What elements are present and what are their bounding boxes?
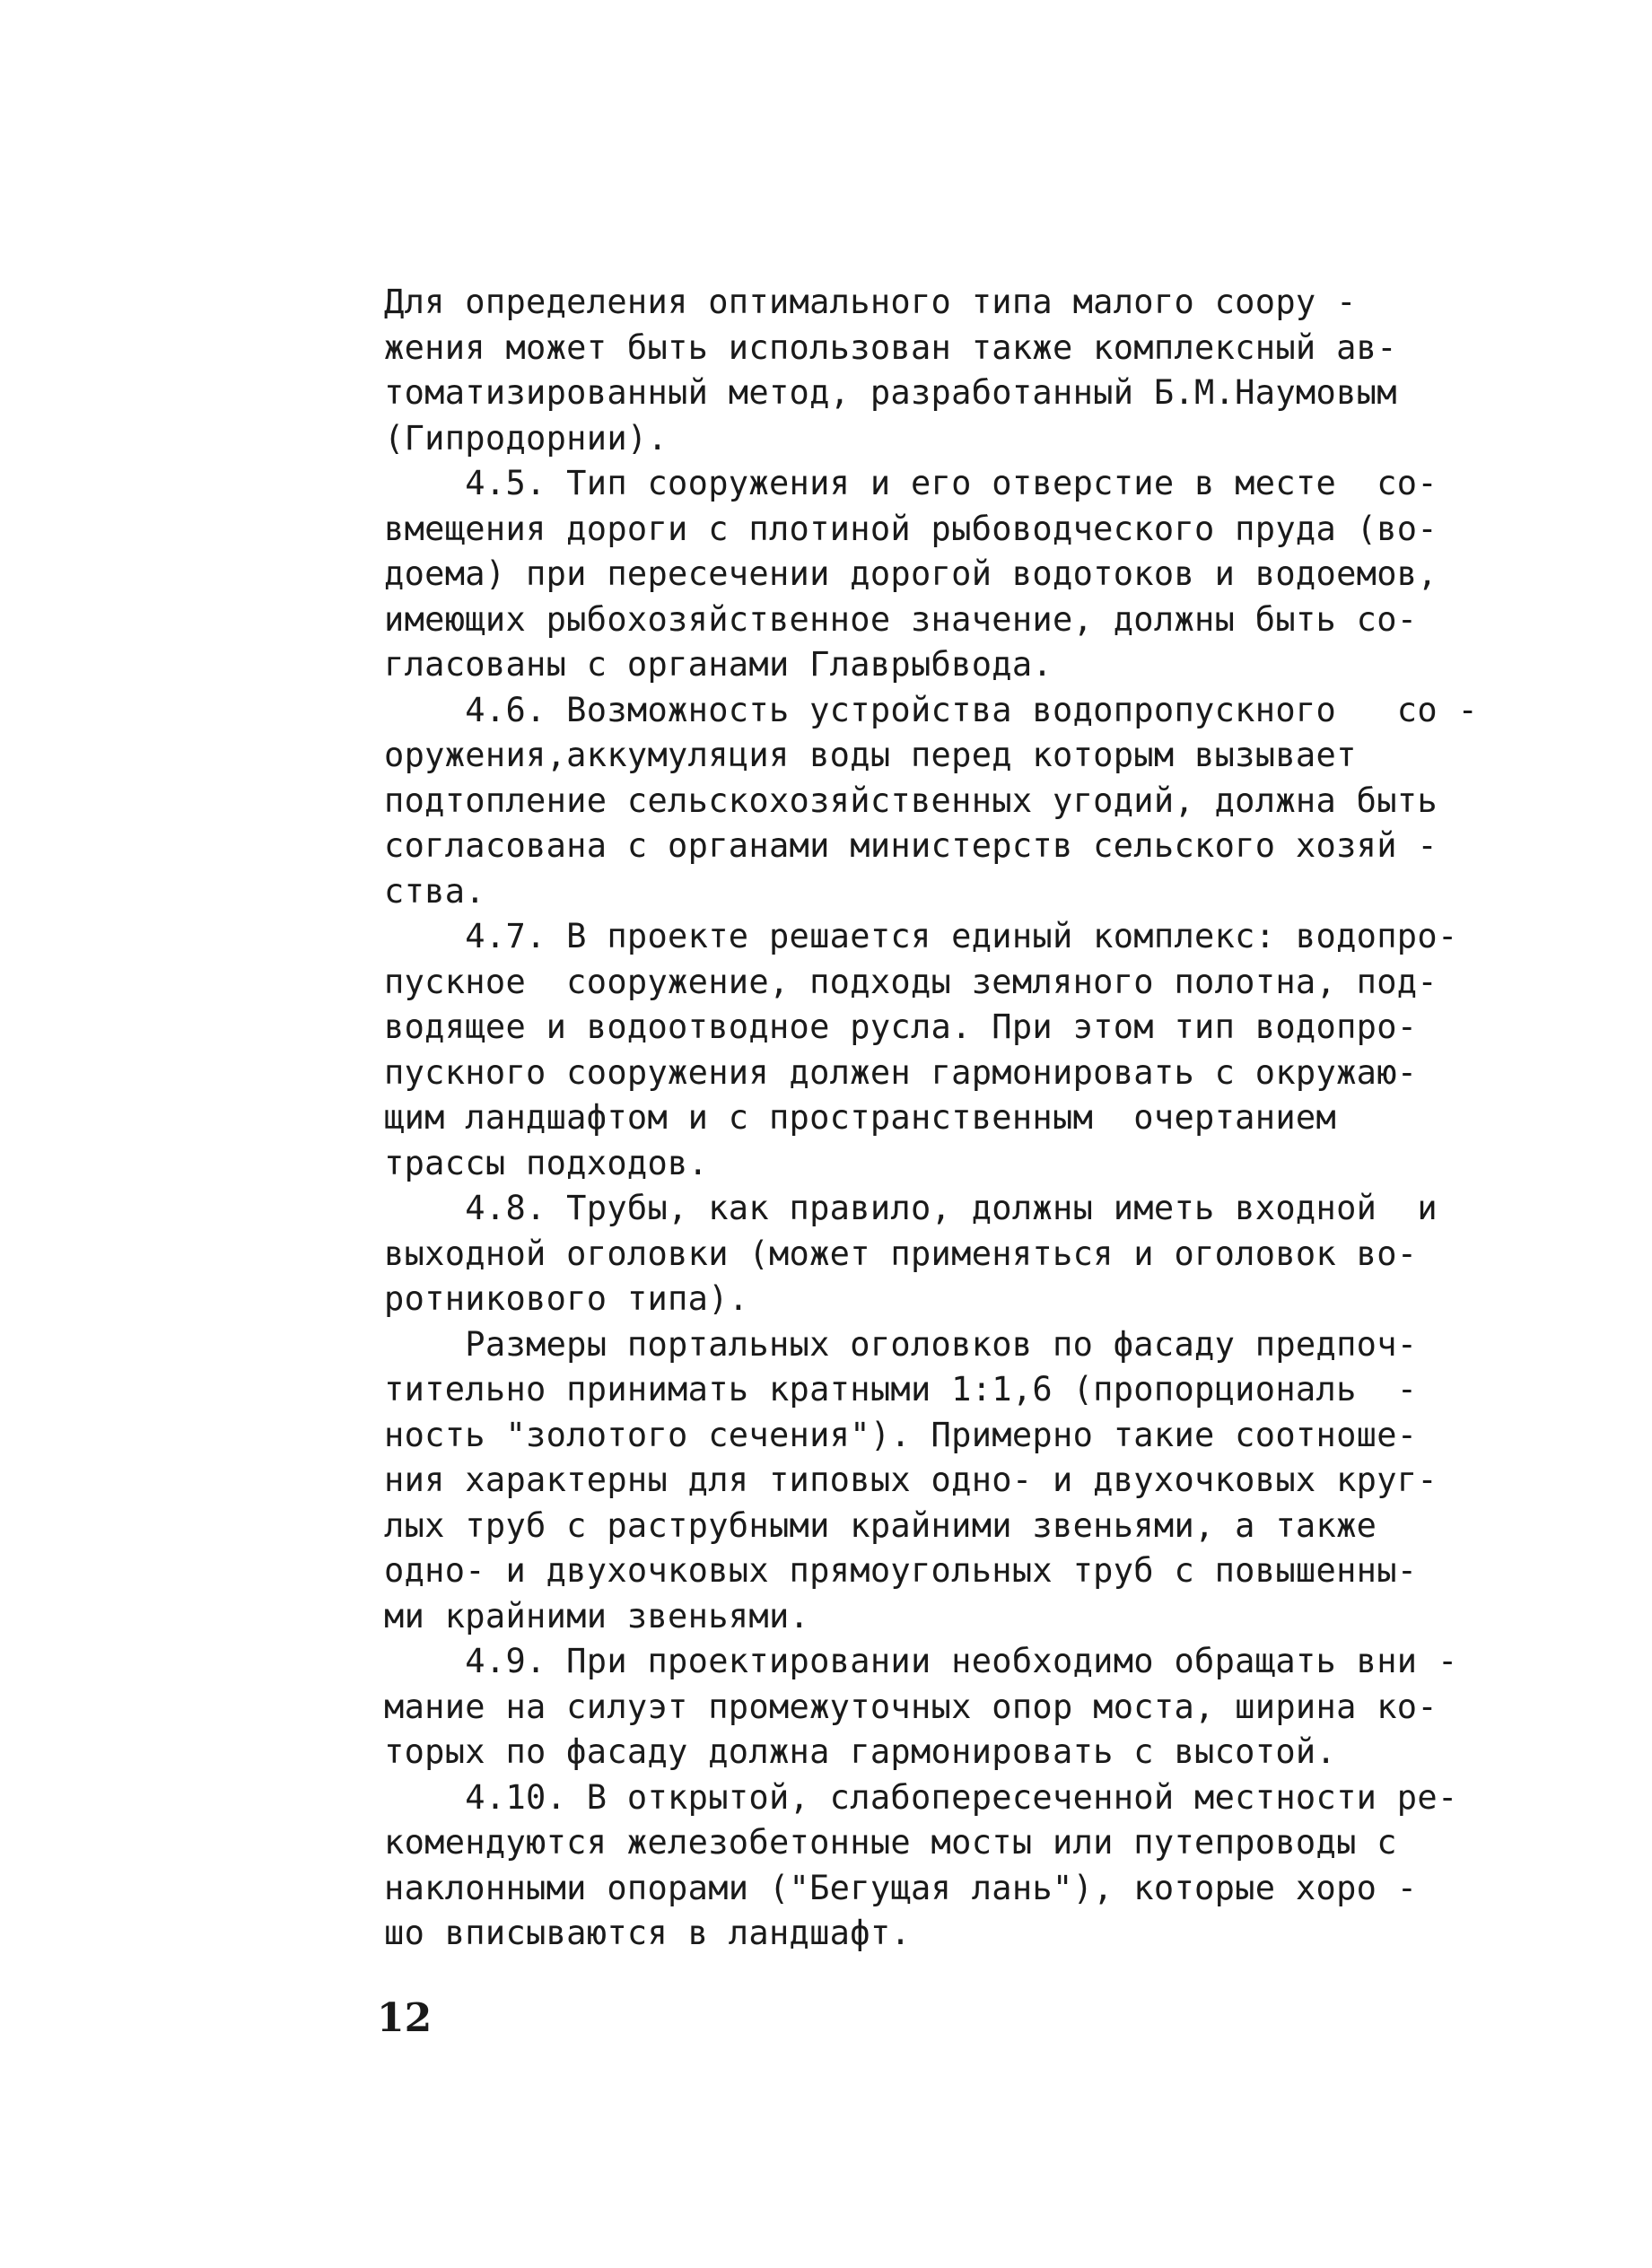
- text-line: имеющих рыбохозяйственное значение, должны быть со-: [384, 599, 1418, 639]
- text-line: 4.9. При проектировании необходимо обращать вни -: [384, 1642, 1458, 1680]
- text-line: жения может быть использован также комплексный ав-: [384, 327, 1397, 367]
- text-line: ния характерны для типовых одно- и двухочковых круг-: [384, 1461, 1438, 1499]
- text-line: шо вписываются в ландшафт.: [384, 1914, 911, 1952]
- text-line: мание на силуэт промежуточных опор моста, ширина ко-: [384, 1687, 1438, 1726]
- text-line: согласована с органами министерств сельского хозяй -: [384, 826, 1438, 865]
- text-line: трассы подходов.: [384, 1143, 709, 1182]
- text-line: 4.10. В открытой, слабопересеченной местности ре-: [384, 1777, 1458, 1817]
- text-line: тительно принимать кратными 1:1,6 (пропорциональ -: [384, 1370, 1418, 1409]
- text-line: подтопление сельскохозяйственных угодий, должна быть: [384, 781, 1438, 820]
- text-line: ства.: [384, 871, 485, 911]
- text-line: водящее и водоотводное русла. При этом тип водопро-: [384, 1008, 1418, 1046]
- text-line: 4.6. Возможность устройства водопропускного со -: [384, 690, 1479, 729]
- text-line: ми крайними звеньями.: [384, 1596, 810, 1636]
- body-text: [384, 280, 1542, 1957]
- text-line: лых труб с раструбными крайними звеньями, а также: [384, 1505, 1377, 1545]
- text-line: доема) при пересечении дорогой водотоков и водоемов,: [384, 554, 1438, 593]
- text-line: выходной оголовки (может применяться и оголовок во-: [384, 1234, 1418, 1273]
- text-line: одно- и двухочковых прямоугольных труб с повышенны-: [384, 1551, 1418, 1590]
- text-line: томатизированный метод, разработанный Б.М.Наумовым: [384, 373, 1397, 412]
- text-line: 4.8. Трубы, как правило, должны иметь входной и: [384, 1189, 1438, 1227]
- text-line: вмещения дороги с плотиной рыбоводческого пруда (во-: [384, 509, 1438, 548]
- page-number: 12: [377, 1995, 433, 2041]
- text-line: щим ландшафтом и с пространственным очертанием: [384, 1098, 1337, 1137]
- text-line: Для определения оптимального типа малого соору -: [384, 283, 1357, 321]
- text-line: (Гипродорнии).: [384, 418, 669, 458]
- text-line: наклонными опорами ("Бегущая лань"), которые хоро -: [384, 1868, 1418, 1907]
- text-line: ротникового типа).: [384, 1279, 749, 1318]
- text-line: гласованы с органами Главрыбвода.: [384, 645, 1053, 684]
- text-line: 4.7. В проекте решается единый комплекс: водопро-: [384, 917, 1458, 955]
- text-line: ность "золотого сечения"). Примерно такие соотноше-: [384, 1415, 1418, 1454]
- text-line: оружения,аккумуляция воды перед которым вызывает: [384, 736, 1357, 774]
- text-line: 4.5. Тип сооружения и его отверстие в месте со-: [384, 464, 1438, 502]
- text-line: пускное сооружение, подходы земляного полотна, под-: [384, 962, 1438, 1001]
- text-line: пускного сооружения должен гармонировать с окружаю-: [384, 1052, 1418, 1092]
- text-line: комендуются железобетонные мосты или путепроводы с: [384, 1823, 1397, 1862]
- text-line: Размеры портальных оголовков по фасаду предпоч-: [384, 1324, 1418, 1364]
- text-line: торых по фасаду должна гармонировать с высотой.: [384, 1732, 1337, 1771]
